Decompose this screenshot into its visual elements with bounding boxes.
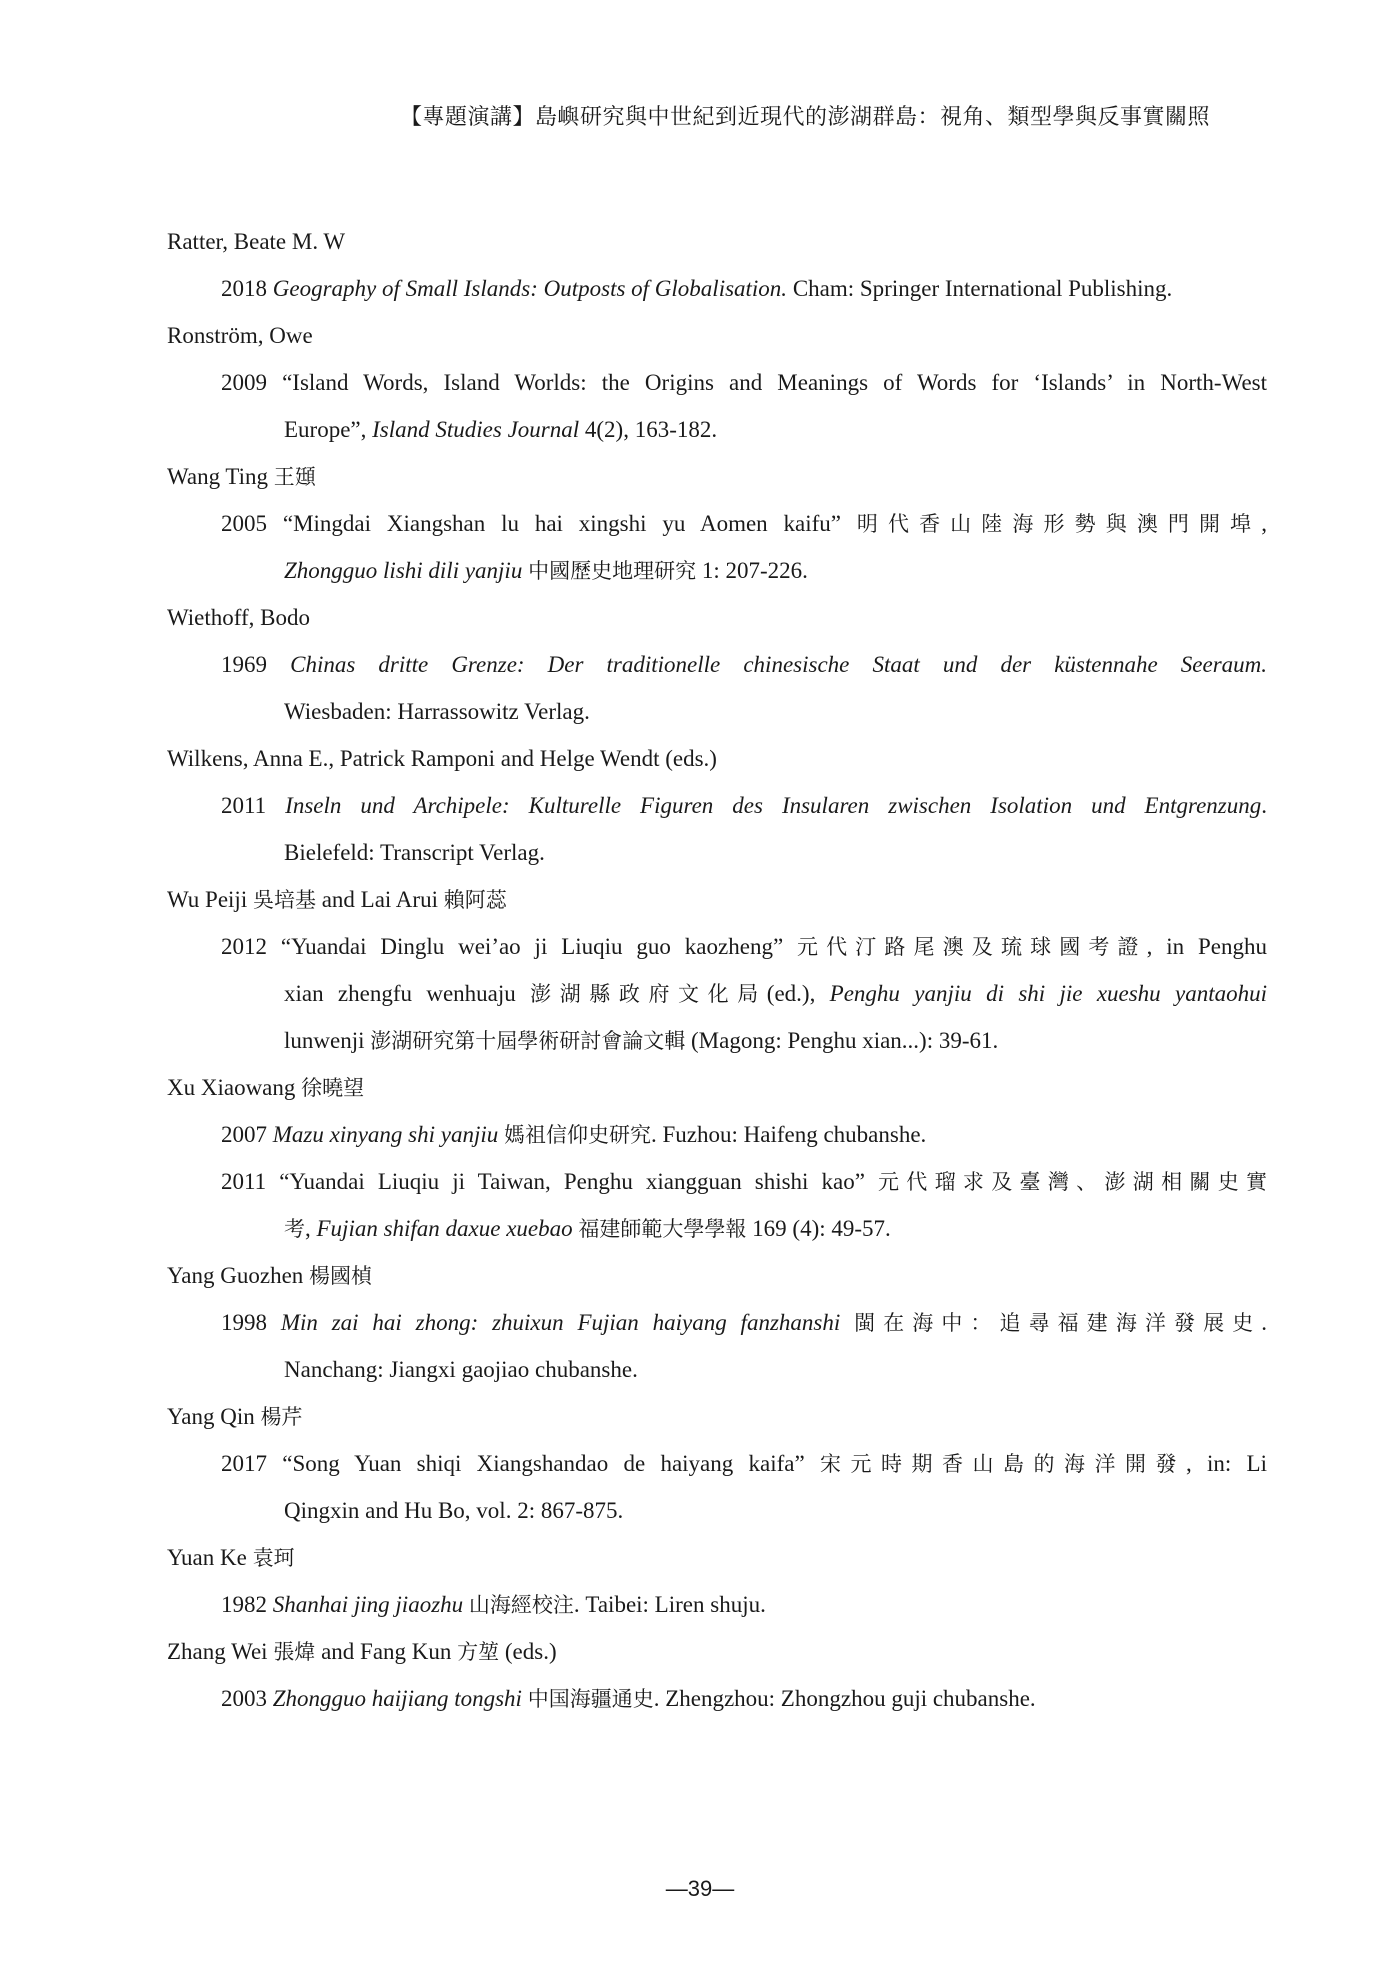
text-run: (Magong: Penghu xian...): 39-61. (685, 1028, 999, 1053)
reference-entry (167, 1628, 1267, 1722)
author-chinese-text: 王頲 (273, 465, 316, 489)
reference-citation (167, 359, 1267, 406)
reference-author: Ronström, Owe (167, 323, 313, 348)
reference-entry (167, 876, 1267, 1064)
text-run: 2011 “Yuandai Liuqiu ji Taiwan, Penghu xiangguan shishi kao” (221, 1169, 878, 1194)
text-run: lunwenji (284, 1028, 371, 1053)
text-run: , in: Li (1186, 1451, 1267, 1476)
reference-citation (167, 500, 1267, 547)
text-run: 2017 “Song Yuan shiqi Xiangshandao de haiyang kaifa” (221, 1451, 820, 1476)
author-text-run: (eds.) (499, 1639, 557, 1664)
chinese-text: 澎湖研究第十屆學術研討會論文輯 (370, 1029, 686, 1053)
reference-entry (167, 735, 1267, 876)
text-run: 2009 “Island Words, Island Worlds: the Origins and Meanings of Words for ‘Islands’ in North-West (221, 370, 1267, 395)
reference-continuation (167, 829, 1267, 876)
italic-title: Zhongguo haijiang tongshi (272, 1686, 522, 1711)
author-chinese-text: 張煒 (273, 1640, 316, 1664)
author-chinese-text: 袁珂 (252, 1546, 295, 1570)
reference-citation (167, 1675, 1267, 1722)
reference-continuation (167, 1017, 1267, 1064)
text-run: . Taibei: Liren shuju. (573, 1592, 766, 1617)
italic-title: Zhongguo lishi dili yanjiu (284, 558, 523, 583)
reference-continuation (167, 406, 1267, 453)
author-chinese-text: 楊國楨 (309, 1264, 373, 1288)
reference-continuation (167, 1487, 1267, 1534)
chinese-text: 中国海疆通史 (527, 1687, 654, 1711)
reference-author: Wilkens, Anna E., Patrick Ramponi and Helge Wendt (eds.) (167, 746, 717, 771)
italic-title: Penghu yanjiu di shi jie xueshu yantaohui (829, 981, 1267, 1006)
reference-citation (167, 782, 1267, 829)
reference-continuation (167, 688, 1267, 735)
italic-title: Geography of Small Islands: Outposts of Globalisation. (272, 276, 788, 301)
author-text-run: Xu Xiaowang (167, 1075, 302, 1100)
chinese-text: 元代瑠求及臺灣、澎湖相關史實 (877, 1170, 1267, 1194)
reference-entry (167, 453, 1267, 594)
text-run: (ed.), (766, 981, 830, 1006)
reference-citation (167, 265, 1267, 312)
author-text-run: Yang Guozhen (167, 1263, 310, 1288)
reference-entry (167, 1534, 1267, 1628)
text-run: 2003 (221, 1686, 273, 1711)
reference-author: Ratter, Beate M. W (167, 229, 346, 254)
text-run: 1982 (221, 1592, 273, 1617)
text-run: Wiesbaden: Harrassowitz Verlag. (284, 699, 590, 724)
author-chinese-text: 徐曉望 (301, 1076, 365, 1100)
author-text-run: Wang Ting (167, 464, 274, 489)
author-text-run: and Fang Kun (315, 1639, 458, 1664)
text-run: 4(2), 163-182. (579, 417, 718, 442)
chinese-text: 媽祖信仰史研究 (504, 1123, 651, 1147)
text-run: 1998 (221, 1310, 281, 1335)
reference-continuation (167, 1205, 1267, 1252)
reference-citation (167, 923, 1267, 970)
text-run: , (1261, 511, 1267, 536)
text-run: . (1261, 793, 1267, 818)
running-header: 【專題演講】島嶼研究與中世紀到近現代的澎湖群島：視角、類型學與反事實關照 (399, 105, 1210, 130)
reference-citation (167, 1158, 1267, 1205)
author-chinese-text: 楊芹 (260, 1405, 303, 1429)
reference-continuation (167, 547, 1267, 594)
text-run: . Zhengzhou: Zhongzhou guji chubanshe. (653, 1686, 1036, 1711)
author-text-run: Yuan Ke (167, 1545, 253, 1570)
reference-entry (167, 594, 1267, 735)
chinese-text: 考 (284, 1217, 305, 1241)
reference-continuation (167, 1346, 1267, 1393)
chinese-text: 中國歷史地理研究 (528, 559, 697, 583)
text-run: , in Penghu (1146, 934, 1267, 959)
italic-title: Chinas dritte Grenze: Der traditionelle chinesische Staat und der küstennahe Seeraum. (290, 652, 1267, 677)
text-run: Europe”, (284, 417, 373, 442)
author-text-run: and Lai Arui (315, 887, 444, 912)
author-text-run: Zhang Wei (167, 1639, 274, 1664)
text-run: Nanchang: Jiangxi gaojiao chubanshe. (284, 1357, 638, 1382)
reference-author (167, 1628, 1267, 1675)
text-run: 169 (4): 49-57. (746, 1216, 891, 1241)
reference-citation (167, 1111, 1267, 1158)
text-run: 1: 207-226. (696, 558, 808, 583)
reference-author (167, 1252, 1267, 1299)
reference-author (167, 1534, 1267, 1581)
author-text-run: Yang Qin (167, 1404, 261, 1429)
text-run: 1969 (221, 652, 291, 677)
text-run: xian zhengfu wenhuaju (284, 981, 531, 1006)
chinese-text: 福建師範大學學報 (578, 1217, 747, 1241)
author-text-run: Wu Peiji (167, 887, 253, 912)
text-run: Bielefeld: Transcript Verlag. (284, 840, 545, 865)
text-run: 2012 “Yuandai Dinglu wei’ao ji Liuqiu guo kaozheng” (221, 934, 798, 959)
text-run (840, 1310, 854, 1335)
reference-author (167, 453, 1267, 500)
author-chinese-text: 賴阿蕊 (443, 888, 507, 912)
reference-entry (167, 1252, 1267, 1393)
reference-author: Wiethoff, Bodo (167, 605, 311, 630)
italic-title: Fujian shifan daxue xuebao (316, 1216, 573, 1241)
reference-entry (167, 312, 1267, 453)
chinese-text: 山海經校注 (468, 1593, 574, 1617)
text-run: 2007 (221, 1122, 273, 1147)
text-run: . (1261, 1310, 1267, 1335)
author-chinese-text: 方堃 (457, 1640, 500, 1664)
page-number: —39— (665, 1876, 735, 1901)
reference-citation (167, 1581, 1267, 1628)
reference-citation (167, 641, 1267, 688)
reference-citation (167, 1440, 1267, 1487)
chinese-text: 宋元時期香山島的海洋開發 (819, 1452, 1187, 1476)
text-run: Qingxin and Hu Bo, vol. 2: 867-875. (284, 1498, 624, 1523)
italic-title: Shanhai jing jiaozhu (272, 1592, 464, 1617)
reference-entry (167, 1064, 1267, 1252)
reference-entry (167, 1393, 1267, 1534)
author-chinese-text: 吳培基 (252, 888, 316, 912)
italic-title: Island Studies Journal (372, 417, 580, 442)
chinese-text: 閩在海中：追尋福建海洋發展史 (854, 1311, 1262, 1335)
reference-author (167, 1393, 1267, 1440)
italic-title: Min zai hai zhong: zhuixun Fujian haiyang fanzhanshi (280, 1310, 841, 1335)
reference-author (167, 1064, 1267, 1111)
chinese-text: 澎湖縣政府文化局 (530, 982, 767, 1006)
reference-citation (167, 1299, 1267, 1346)
italic-title: Mazu xinyang shi yanjiu (272, 1122, 499, 1147)
text-run: . Fuzhou: Haifeng chubanshe. (651, 1122, 927, 1147)
italic-title: Inseln und Archipele: Kulturelle Figuren des Insularen zwischen Isolation und Entgrenzung (285, 793, 1262, 818)
chinese-text: 明代香山陸海形勢與澳門開埠 (856, 512, 1262, 536)
reference-continuation (167, 970, 1267, 1017)
chinese-text: 元代汀路尾澳及琉球國考證 (797, 935, 1147, 959)
text-run: , (305, 1216, 317, 1241)
reference-entry (167, 218, 1267, 312)
text-run: Cham: Springer International Publishing. (787, 276, 1173, 301)
reference-list (167, 218, 1267, 1722)
reference-author (167, 876, 1267, 923)
text-run: 2018 (221, 276, 273, 301)
text-run: 2005 “Mingdai Xiangshan lu hai xingshi yu Aomen kaifu” (221, 511, 857, 536)
text-run: 2011 (221, 793, 286, 818)
